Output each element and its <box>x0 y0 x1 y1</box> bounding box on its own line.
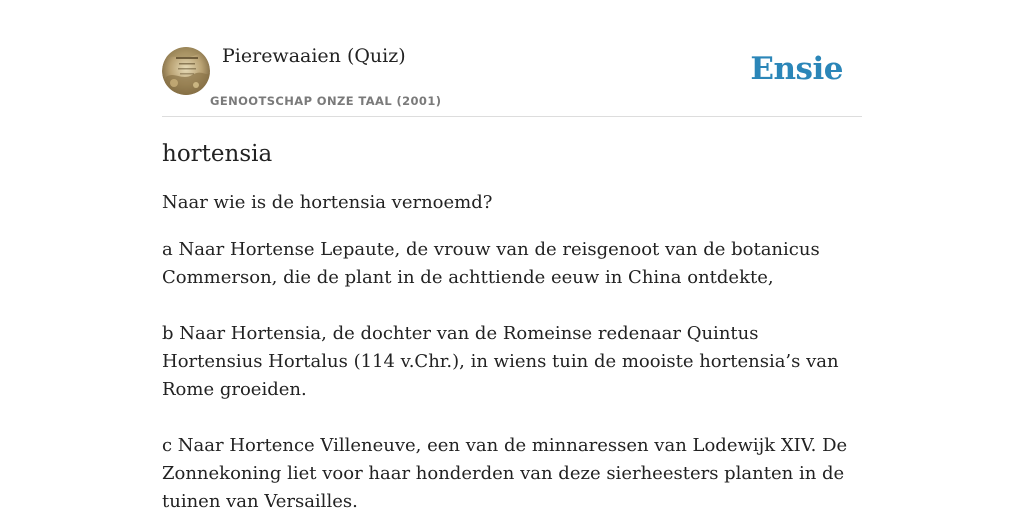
book-title[interactable]: Pierewaaien (Quiz) <box>222 45 406 67</box>
book-cover-thumbnail[interactable] <box>162 47 210 95</box>
article-title: hortensia <box>162 141 273 167</box>
answer-option-c: c Naar Hortence Villeneuve, een van de minnaressen van Lodewijk XIV. De Zonnekoning liet voor haar honderden van deze sierheesters planten in de tuinen van Versailles. <box>162 435 848 512</box>
source-header <box>162 44 862 117</box>
book-publisher: GENOOTSCHAP ONZE TAAL (2001) <box>210 94 442 108</box>
quiz-question: Naar wie is de hortensia vernoemd? <box>162 192 493 213</box>
brand-logo[interactable]: Ensie <box>750 51 843 87</box>
article <box>162 138 862 512</box>
answer-option-a: a Naar Hortense Lepaute, de vrouw van de reisgenoot van de botanicus Commerson, die de plant in de achttiende eeuw in China ontdekte, <box>162 239 820 288</box>
book-cover-image <box>162 47 210 95</box>
answer-option-b: b Naar Hortensia, de dochter van de Romeinse redenaar Quintus Hortensius Hortalus (114 v.Chr.), in wiens tuin de mooiste hortensia’s van Rome groeiden. <box>162 323 839 400</box>
